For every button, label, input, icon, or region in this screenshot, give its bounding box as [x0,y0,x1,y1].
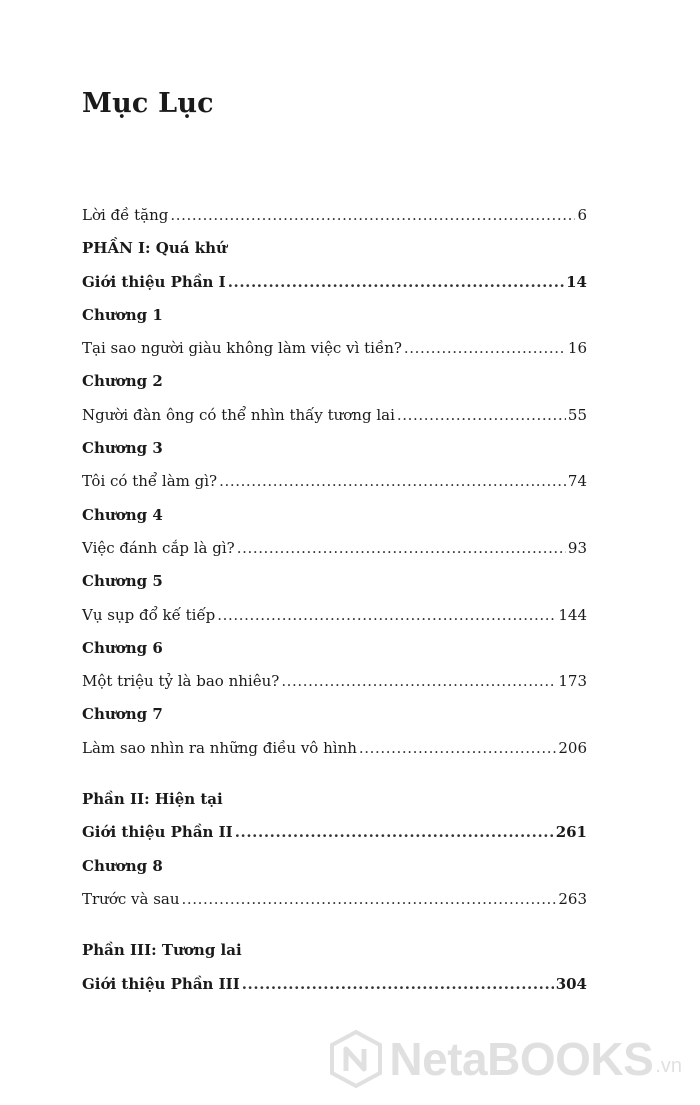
page-title: Mục Lục [82,88,214,119]
toc-entry-page: 144 [558,605,587,624]
toc-entry-page: 263 [558,889,587,908]
watermark-suffix: .vn [655,1054,682,1077]
toc-entry-label: PHẦN I: Quá khứ [82,239,227,258]
dot-leader [228,272,564,292]
netabooks-logo-icon [329,1029,383,1089]
toc-entry-label: Vụ sụp đổ kế tiếp [82,605,216,624]
dot-leader [237,538,566,558]
toc-entry-page: 6 [577,206,587,224]
table-of-contents [82,205,587,1007]
toc-entry-label: Chương 2 [82,372,163,391]
dot-leader [219,471,566,491]
dot-leader [359,738,556,758]
toc-entry [82,889,587,922]
toc-entry-label: Trước và sau [82,889,180,908]
toc-entry-label: Chương 3 [82,439,163,458]
toc-part-heading [82,789,587,822]
toc-chapter-heading [82,438,587,471]
dot-leader [217,605,556,625]
toc-entry-page: 173 [558,672,587,691]
toc-entry-page: 304 [555,974,587,993]
toc-entry [82,605,587,638]
toc-chapter-heading [82,704,587,737]
toc-entry [82,272,587,305]
toc-entry-label: Giới thiệu Phần I [82,272,226,291]
toc-part-heading [82,940,587,973]
netabooks-watermark [329,1029,682,1089]
toc-chapter-heading [82,571,587,604]
toc-entry-label: Tại sao người giàu không làm việc vì tiền? [82,339,402,358]
toc-entry-label: Phần II: Hiện tại [82,790,223,809]
toc-entry-page: 93 [567,538,587,557]
toc-entry-label: Giới thiệu Phần III [82,974,240,993]
toc-entry [82,405,587,438]
toc-entry [82,738,587,771]
toc-entry-label: Chương 4 [82,505,163,524]
toc-entry-page: 16 [567,339,587,358]
toc-entry-label: Việc đánh cắp là gì? [82,538,235,557]
dot-leader [235,822,554,842]
toc-entry-page: 206 [558,738,587,757]
toc-entry-label: Người đàn ông có thể nhìn thấy tương lai [82,405,395,424]
toc-entry-label: Phần III: Tương lai [82,941,242,960]
dot-leader [404,338,566,358]
dot-leader [281,671,556,691]
toc-entry-page: 261 [555,823,587,842]
toc-entry-label: Tôi có thể làm gì? [82,472,218,491]
dot-leader [182,889,557,909]
dot-leader [397,405,566,425]
toc-entry [82,538,587,571]
dot-leader [242,974,554,994]
toc-entry-page: 74 [567,472,587,491]
toc-part-heading [82,238,587,271]
toc-entry-label: Giới thiệu Phần II [82,823,233,842]
toc-entry-page: 14 [566,272,587,291]
toc-entry-label: Chương 1 [82,305,163,324]
toc-entry-label: Chương 6 [82,638,163,657]
toc-entry [82,471,587,504]
toc-chapter-heading [82,305,587,338]
toc-entry-label: Chương 5 [82,572,163,591]
toc-entry-label: Làm sao nhìn ra những điều vô hình [82,738,357,757]
toc-entry [82,974,587,1007]
toc-entry-label: Chương 7 [82,705,163,724]
toc-entry [82,671,587,704]
watermark-brand: NetaBOOKS [389,1033,654,1085]
toc-entry [82,338,587,371]
dot-leader [170,205,575,225]
toc-entry-page: 55 [567,405,587,424]
toc-chapter-heading [82,371,587,404]
toc-chapter-heading [82,638,587,671]
toc-chapter-heading [82,856,587,889]
toc-entry-label: Một triệu tỷ là bao nhiêu? [82,672,280,691]
toc-entry-label: Chương 8 [82,856,163,875]
toc-entry [82,822,587,855]
toc-entry [82,205,587,238]
toc-entry-label: Lời đề tặng [82,206,169,224]
toc-chapter-heading [82,505,587,538]
